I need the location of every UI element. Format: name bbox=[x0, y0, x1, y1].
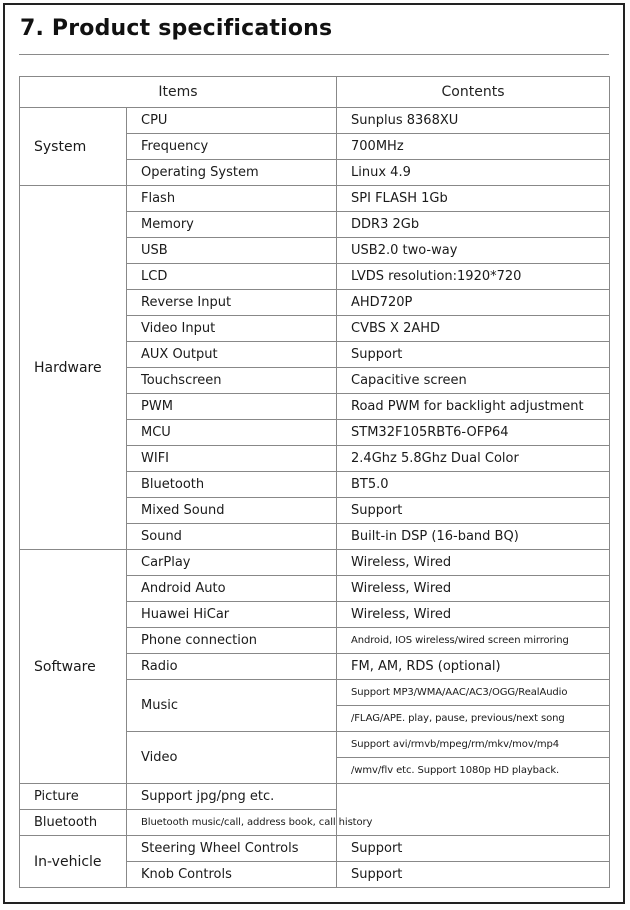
spec-value: SPI FLASH 1Gb bbox=[337, 186, 610, 212]
header-items: Items bbox=[20, 77, 337, 108]
spec-item: Bluetooth bbox=[20, 810, 127, 836]
group-label-software: Software bbox=[20, 550, 127, 784]
spec-item: Sound bbox=[127, 524, 337, 550]
spec-item: Mixed Sound bbox=[127, 498, 337, 524]
spec-value-line1: Support MP3/WMA/AAC/AC3/OGG/RealAudio bbox=[337, 680, 610, 706]
spec-value: Bluetooth music/call, address book, call history bbox=[127, 810, 337, 836]
spec-item: Picture bbox=[20, 784, 127, 810]
table-row bbox=[20, 186, 610, 212]
spec-item: AUX Output bbox=[127, 342, 337, 368]
spec-item: Operating System bbox=[127, 160, 337, 186]
spec-value: AHD720P bbox=[337, 290, 610, 316]
spec-item: Phone connection bbox=[127, 628, 337, 654]
spec-value: CVBS X 2AHD bbox=[337, 316, 610, 342]
spec-item: Knob Controls bbox=[127, 862, 337, 888]
spec-value: BT5.0 bbox=[337, 472, 610, 498]
spec-item: Android Auto bbox=[127, 576, 337, 602]
table-row bbox=[20, 836, 610, 862]
spec-item: Flash bbox=[127, 186, 337, 212]
table-row bbox=[20, 784, 610, 810]
spec-value: Wireless, Wired bbox=[337, 576, 610, 602]
spec-value-line1: Support avi/rmvb/mpeg/rm/mkv/mov/mp4 bbox=[337, 732, 610, 758]
spec-value: DDR3 2Gb bbox=[337, 212, 610, 238]
spec-item: Huawei HiCar bbox=[127, 602, 337, 628]
spec-value: USB2.0 two-way bbox=[337, 238, 610, 264]
spec-item: WIFI bbox=[127, 446, 337, 472]
spec-value: 700MHz bbox=[337, 134, 610, 160]
spec-item: Memory bbox=[127, 212, 337, 238]
spec-value: Wireless, Wired bbox=[337, 602, 610, 628]
spec-value: 2.4Ghz 5.8Ghz Dual Color bbox=[337, 446, 610, 472]
spec-value: Android, IOS wireless/wired screen mirroring bbox=[337, 628, 610, 654]
table-row bbox=[20, 550, 610, 576]
spec-item: Music bbox=[127, 680, 337, 732]
table-row bbox=[20, 810, 610, 836]
spec-value: FM, AM, RDS (optional) bbox=[337, 654, 610, 680]
spec-value: Support jpg/png etc. bbox=[127, 784, 337, 810]
spec-value-line2: /wmv/flv etc. Support 1080p HD playback. bbox=[337, 758, 610, 784]
spec-value: STM32F105RBT6-OFP64 bbox=[337, 420, 610, 446]
spec-item: Video Input bbox=[127, 316, 337, 342]
spec-item: CPU bbox=[127, 108, 337, 134]
group-label-in-vehicle: In-vehicle bbox=[20, 836, 127, 888]
spec-value: Wireless, Wired bbox=[337, 550, 610, 576]
spec-value: Support bbox=[337, 498, 610, 524]
spec-item: Reverse Input bbox=[127, 290, 337, 316]
spec-item: CarPlay bbox=[127, 550, 337, 576]
spec-value: Support bbox=[337, 836, 610, 862]
spec-value: LVDS resolution:1920*720 bbox=[337, 264, 610, 290]
header-contents: Contents bbox=[337, 77, 610, 108]
spec-value: Linux 4.9 bbox=[337, 160, 610, 186]
spec-value: Support bbox=[337, 342, 610, 368]
spec-value: Built-in DSP (16-band BQ) bbox=[337, 524, 610, 550]
spec-table bbox=[19, 76, 610, 888]
spec-value: Road PWM for backlight adjustment bbox=[337, 394, 610, 420]
spec-item: Steering Wheel Controls bbox=[127, 836, 337, 862]
page-title: 7. Product specifications bbox=[20, 16, 333, 41]
table-header-row bbox=[20, 77, 610, 108]
spec-item: Video bbox=[127, 732, 337, 784]
spec-item: Bluetooth bbox=[127, 472, 337, 498]
title-divider bbox=[19, 54, 609, 55]
spec-item: MCU bbox=[127, 420, 337, 446]
group-label-system: System bbox=[20, 108, 127, 186]
spec-item: PWM bbox=[127, 394, 337, 420]
spec-item: Frequency bbox=[127, 134, 337, 160]
spec-item: Radio bbox=[127, 654, 337, 680]
spec-value: Sunplus 8368XU bbox=[337, 108, 610, 134]
spec-item: Touchscreen bbox=[127, 368, 337, 394]
spec-item: USB bbox=[127, 238, 337, 264]
group-label-hardware: Hardware bbox=[20, 186, 127, 550]
spec-value-line2: /FLAG/APE. play, pause, previous/next song bbox=[337, 706, 610, 732]
spec-value: Support bbox=[337, 862, 610, 888]
spec-item: LCD bbox=[127, 264, 337, 290]
spec-value: Capacitive screen bbox=[337, 368, 610, 394]
table-row bbox=[20, 108, 610, 134]
